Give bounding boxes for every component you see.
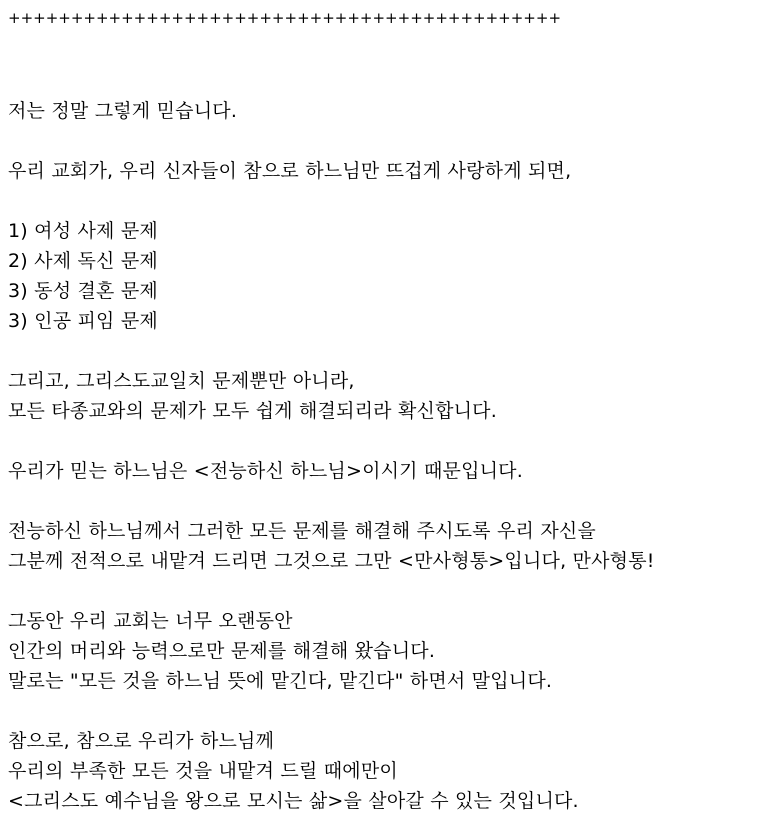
paragraph-4: [8, 366, 758, 426]
paragraph-2: [8, 156, 758, 186]
spacer: [8, 426, 758, 456]
text-line: 인간의 머리와 능력으로만 문제를 해결해 왔습니다.: [8, 640, 436, 662]
spacer: [8, 696, 758, 726]
text-line: 그동안 우리 교회는 너무 오랜동안: [8, 610, 293, 632]
spacer: [8, 576, 758, 606]
spacer: [8, 486, 758, 516]
text-line: 우리가 믿는 하느님은 <전능하신 하느님>이시기 때문입니다.: [8, 460, 523, 482]
text-line: 말로는 "모든 것을 하느님 뜻에 맡긴다, 맡긴다" 하면서 말입니다.: [8, 670, 553, 692]
text-line: 전능하신 하느님께서 그러한 모든 문제를 해결해 주시도록 우리 자신을: [8, 520, 596, 542]
paragraph-5: [8, 456, 758, 486]
text-line: 우리의 부족한 모든 것을 내맡겨 드릴 때에만이: [8, 760, 398, 782]
separator-line: ++++++++++++++++++++++++++++++++++++++++++++: [8, 9, 562, 27]
spacer: [8, 336, 758, 366]
list-item: 3) 인공 피임 문제: [8, 310, 158, 332]
text-line: <그리스도 예수님을 왕으로 모시는 삶>을 살아갈 수 있는 것입니다.: [8, 790, 579, 812]
list-item: 1) 여성 사제 문제: [8, 220, 158, 242]
spacer: [8, 186, 758, 216]
paragraph-1: [8, 96, 758, 126]
spacer: [8, 36, 758, 96]
paragraph-6: [8, 516, 758, 576]
numbered-list: [8, 216, 758, 336]
text-line: 저는 정말 그렇게 믿습니다.: [8, 100, 238, 122]
text-line: 참으로, 참으로 우리가 하느님께: [8, 730, 275, 752]
paragraph-7: [8, 606, 758, 696]
list-item: 3) 동성 결혼 문제: [8, 280, 158, 302]
paragraph-8: [8, 726, 758, 816]
text-line: 우리 교회가, 우리 신자들이 참으로 하느님만 뜨겁게 사랑하게 되면,: [8, 160, 572, 182]
text-line: 그분께 전적으로 내맡겨 드리면 그것으로 그만 <만사형통>입니다, 만사형통!: [8, 550, 655, 572]
document-body: [8, 0, 758, 816]
text-line: 모든 타종교와의 문제가 모두 쉽게 해결되리라 확신합니다.: [8, 400, 497, 422]
text-line: 그리고, 그리스도교일치 문제뿐만 아니라,: [8, 370, 355, 392]
spacer: [8, 126, 758, 156]
list-item: 2) 사제 독신 문제: [8, 250, 158, 272]
